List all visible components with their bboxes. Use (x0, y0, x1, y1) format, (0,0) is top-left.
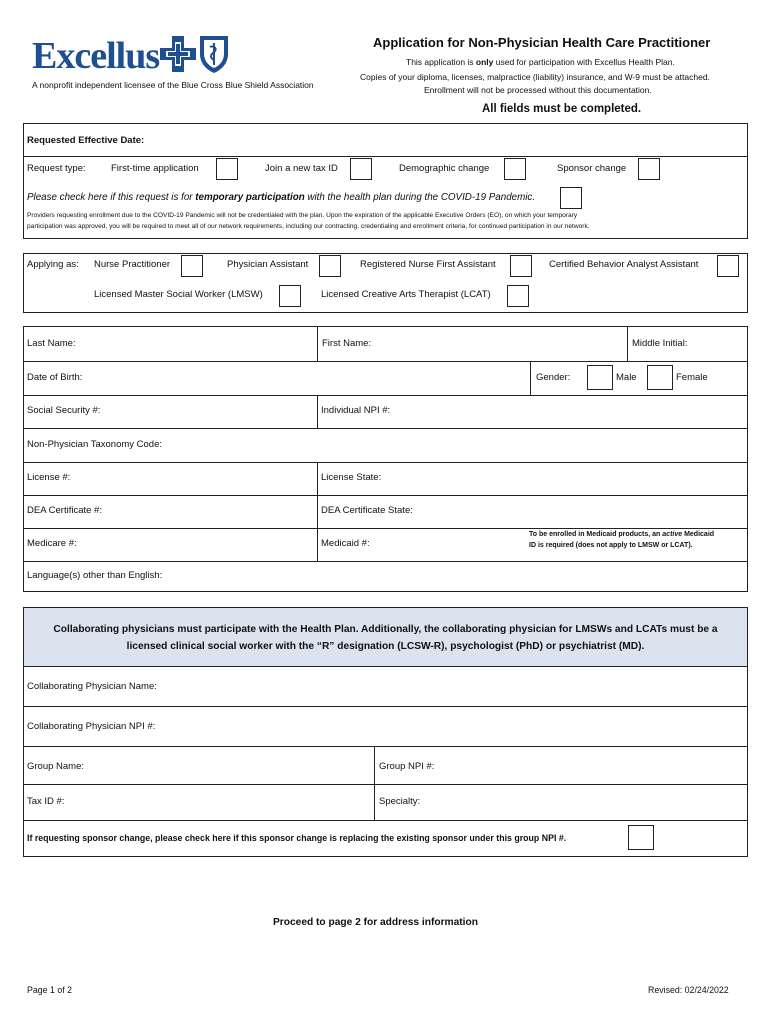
medicaid-note-line1: To be enrolled in Medicaid products, an active Medicaid (529, 531, 715, 538)
license-label: License #: (27, 472, 71, 483)
effective-date-label: Requested Effective Date: (27, 135, 145, 146)
collaborating-banner-line2: licensed clinical social worker with the “R” designation (LCSW-R), psychologist (PhD) or psychiatrist (MD). (126, 641, 645, 652)
form-title: Application for Non-Physician Health Care Practitioner (373, 35, 711, 50)
all-fields-required: All fields must be completed. (482, 103, 642, 115)
last-name-label: Last Name: (27, 338, 76, 349)
collaborating-banner-line1: Collaborating physicians must participate with the Health Plan. Additionally, the collaborating physician for LMSWs and LCATs must be a (53, 624, 718, 635)
sponsor-replace-note: If requesting sponsor change, please check here if this sponsor change is replacing the existing sponsor under this group NPI #. (27, 833, 567, 843)
physician-assistant-label: Physician Assistant (227, 259, 309, 270)
new-tax-id-checkbox[interactable] (350, 158, 372, 180)
first-name-label: First Name: (322, 338, 372, 349)
option-demographic-label: Demographic change (399, 163, 490, 174)
collaborating-banner (24, 608, 747, 666)
brand-name: Excellus (32, 35, 160, 77)
gender-label: Gender: (536, 372, 571, 383)
provider-info-table (23, 326, 748, 592)
dea-label: DEA Certificate #: (27, 505, 102, 516)
group-npi-label: Group NPI #: (379, 761, 435, 772)
cbaa-checkbox[interactable] (717, 255, 739, 277)
applying-label: Applying as: (27, 259, 79, 270)
npi-label: Individual NPI #: (321, 405, 391, 416)
languages-label: Language(s) other than English: (27, 570, 163, 581)
covid-note-line1: Providers requesting enrollment due to the COVID-19 Pandemic will not be credentialed with the plan. Upon the expiration of the applicable Executive Orders (EO), on which your temporary (27, 212, 578, 219)
revised-date: Revised: 02/24/2022 (648, 985, 729, 995)
demographic-change-checkbox[interactable] (504, 158, 526, 180)
license-state-label: License State: (321, 472, 382, 483)
middle-initial-label: Middle Initial: (632, 338, 688, 349)
sponsor-change-checkbox[interactable] (638, 158, 660, 180)
blue-cross-icon (160, 36, 196, 72)
proceed-note: Proceed to page 2 for address information (273, 917, 478, 928)
rnfa-checkbox[interactable] (510, 255, 532, 277)
medicare-label: Medicare #: (27, 538, 77, 549)
female-label: Female (676, 372, 708, 383)
covid-question: Please check here if this request is for temporary participation with the health plan during the COVID-19 Pandemic. (27, 192, 536, 203)
attachments-note: Copies of your diploma, licenses, malpractice (liability) insurance, and W-9 must be attached. (360, 72, 710, 82)
covid-note-line2: participation was approved, you will be required to meet all of our network requirements, including our contracting, credentialing and enrollment criteria, for continued participation in our network. (27, 223, 590, 230)
option-new-tax-id-label: Join a new tax ID (265, 163, 338, 174)
rnfa-label: Registered Nurse First Assistant (360, 259, 496, 270)
blue-shield-icon (198, 34, 230, 74)
cbaa-label: Certified Behavior Analyst Assistant (549, 259, 699, 270)
request-type-label: Request type: (27, 163, 86, 174)
licensee-note: A nonprofit independent licensee of the Blue Cross Blue Shield Association (32, 80, 314, 90)
tax-id-label: Tax ID #: (27, 796, 65, 807)
option-first-time-label: First-time application (111, 163, 199, 174)
enrollment-note: Enrollment will not be processed without this documentation. (424, 85, 652, 95)
usage-note: This application is only used for participation with Excellus Health Plan. (406, 57, 675, 67)
covid-temporary-checkbox[interactable] (560, 187, 582, 209)
medicaid-label: Medicaid #: (321, 538, 370, 549)
first-time-checkbox[interactable] (216, 158, 238, 180)
sponsor-replace-checkbox[interactable] (628, 825, 654, 850)
dob-label: Date of Birth: (27, 372, 83, 383)
female-checkbox[interactable] (647, 365, 673, 390)
collab-npi-label: Collaborating Physician NPI #: (27, 721, 156, 732)
lmsw-label: Licensed Master Social Worker (LMSW) (94, 289, 263, 300)
lmsw-checkbox[interactable] (279, 285, 301, 307)
dea-state-label: DEA Certificate State: (321, 505, 413, 516)
lcat-label: Licensed Creative Arts Therapist (LCAT) (321, 289, 491, 300)
male-label: Male (616, 372, 637, 383)
nurse-practitioner-checkbox[interactable] (181, 255, 203, 277)
physician-assistant-checkbox[interactable] (319, 255, 341, 277)
option-sponsor-label: Sponsor change (557, 163, 627, 174)
taxonomy-label: Non-Physician Taxonomy Code: (27, 439, 163, 450)
specialty-label: Specialty: (379, 796, 421, 807)
ssn-label: Social Security #: (27, 405, 101, 416)
nurse-practitioner-label: Nurse Practitioner (94, 259, 171, 270)
collab-name-label: Collaborating Physician Name: (27, 681, 157, 692)
medicaid-note-line2: ID is required (does not apply to LMSW or LCAT). (529, 542, 693, 549)
group-name-label: Group Name: (27, 761, 85, 772)
male-checkbox[interactable] (587, 365, 613, 390)
page-number: Page 1 of 2 (27, 985, 72, 995)
excellus-logo (32, 34, 232, 78)
lcat-checkbox[interactable] (507, 285, 529, 307)
